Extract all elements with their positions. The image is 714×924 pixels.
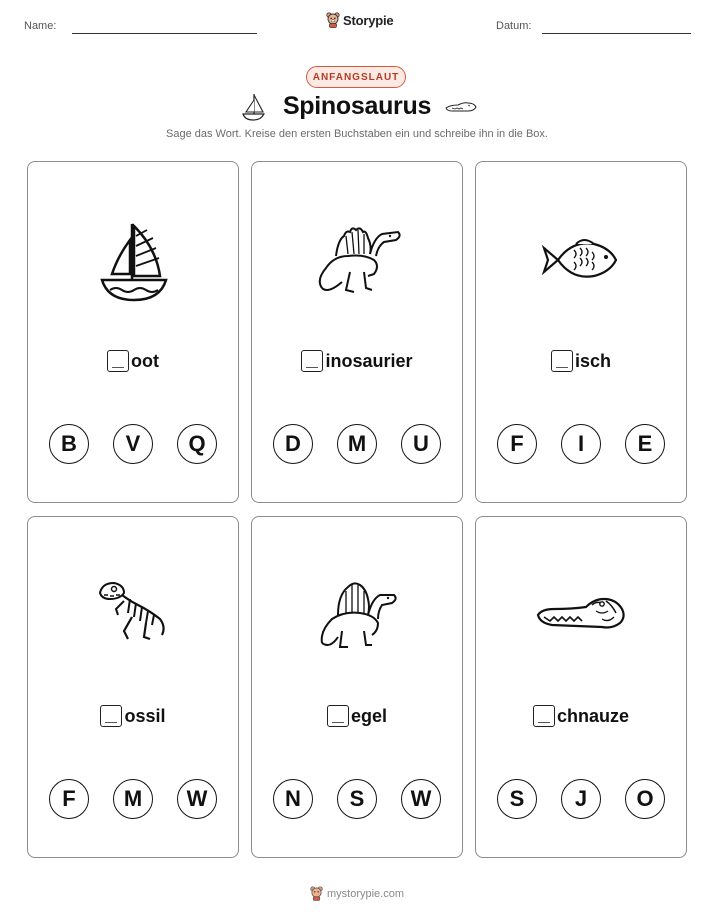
worksheet-card	[27, 516, 239, 858]
bear-mascot-icon	[310, 886, 323, 901]
word-line	[252, 705, 462, 727]
word-rest: oot	[131, 350, 159, 371]
letter-choice[interactable]: B	[49, 424, 89, 464]
letter-choice[interactable]: S	[497, 779, 537, 819]
worksheet-card	[27, 161, 239, 503]
letter-choice[interactable]: W	[177, 779, 217, 819]
word-rest: inosaurier	[325, 350, 413, 371]
letter-choice[interactable]: M	[113, 779, 153, 819]
letter-choice[interactable]: F	[497, 424, 537, 464]
answer-box[interactable]	[551, 350, 573, 372]
worksheet-card	[475, 516, 687, 858]
spinosaurus-icon	[308, 210, 408, 310]
sailboat-icon	[84, 210, 184, 310]
answer-box[interactable]	[107, 350, 129, 372]
footer	[0, 886, 714, 901]
worksheet-card	[251, 161, 463, 503]
word-line	[28, 350, 238, 372]
letter-choice[interactable]: D	[273, 424, 313, 464]
word-line	[252, 350, 462, 372]
page-title: Spinosaurus	[282, 92, 432, 120]
letter-choice[interactable]: N	[273, 779, 313, 819]
letter-choice[interactable]: Q	[177, 424, 217, 464]
word-rest: ossil	[124, 705, 166, 726]
answer-box[interactable]	[301, 350, 323, 372]
brand-name: Storypie	[343, 12, 394, 28]
worksheet-card	[475, 161, 687, 503]
word-line	[476, 705, 686, 727]
spinosaurus-sail-icon	[308, 565, 408, 665]
bear-mascot-icon	[326, 12, 340, 28]
letter-choice[interactable]: O	[625, 779, 665, 819]
word-rest: egel	[350, 705, 388, 726]
letter-choice[interactable]: M	[337, 424, 377, 464]
letter-choice[interactable]: F	[49, 779, 89, 819]
letter-choice[interactable]: U	[401, 424, 441, 464]
footer-url[interactable]: mystorypie.com	[326, 887, 405, 900]
name-line[interactable]	[72, 33, 257, 34]
date-line[interactable]	[542, 33, 691, 34]
answer-box[interactable]	[327, 705, 349, 727]
crocodile-icon	[444, 99, 478, 115]
letter-choice[interactable]: S	[337, 779, 377, 819]
crocodile-icon	[532, 565, 632, 665]
answer-box[interactable]	[100, 705, 122, 727]
instructions: Sage das Wort. Kreise den ersten Buchstaben ein und schreibe ihn in die Box.	[166, 128, 548, 140]
category-badge: ANFANGSLAUT	[306, 66, 406, 88]
fish-icon	[532, 210, 632, 310]
name-label: Name:	[24, 20, 57, 32]
word-line	[28, 705, 238, 727]
letter-choice[interactable]: I	[561, 424, 601, 464]
brand-logo	[326, 12, 393, 28]
word-line	[476, 350, 686, 372]
word-rest: isch	[574, 350, 612, 371]
fossil-skeleton-icon	[84, 565, 184, 665]
letter-choice[interactable]: J	[561, 779, 601, 819]
letter-choice[interactable]: E	[625, 424, 665, 464]
date-label: Datum:	[496, 20, 532, 32]
word-rest: chnauze	[556, 705, 630, 726]
letter-choice[interactable]: W	[401, 779, 441, 819]
worksheet-card	[251, 516, 463, 858]
answer-box[interactable]	[533, 705, 555, 727]
letter-choice[interactable]: V	[113, 424, 153, 464]
